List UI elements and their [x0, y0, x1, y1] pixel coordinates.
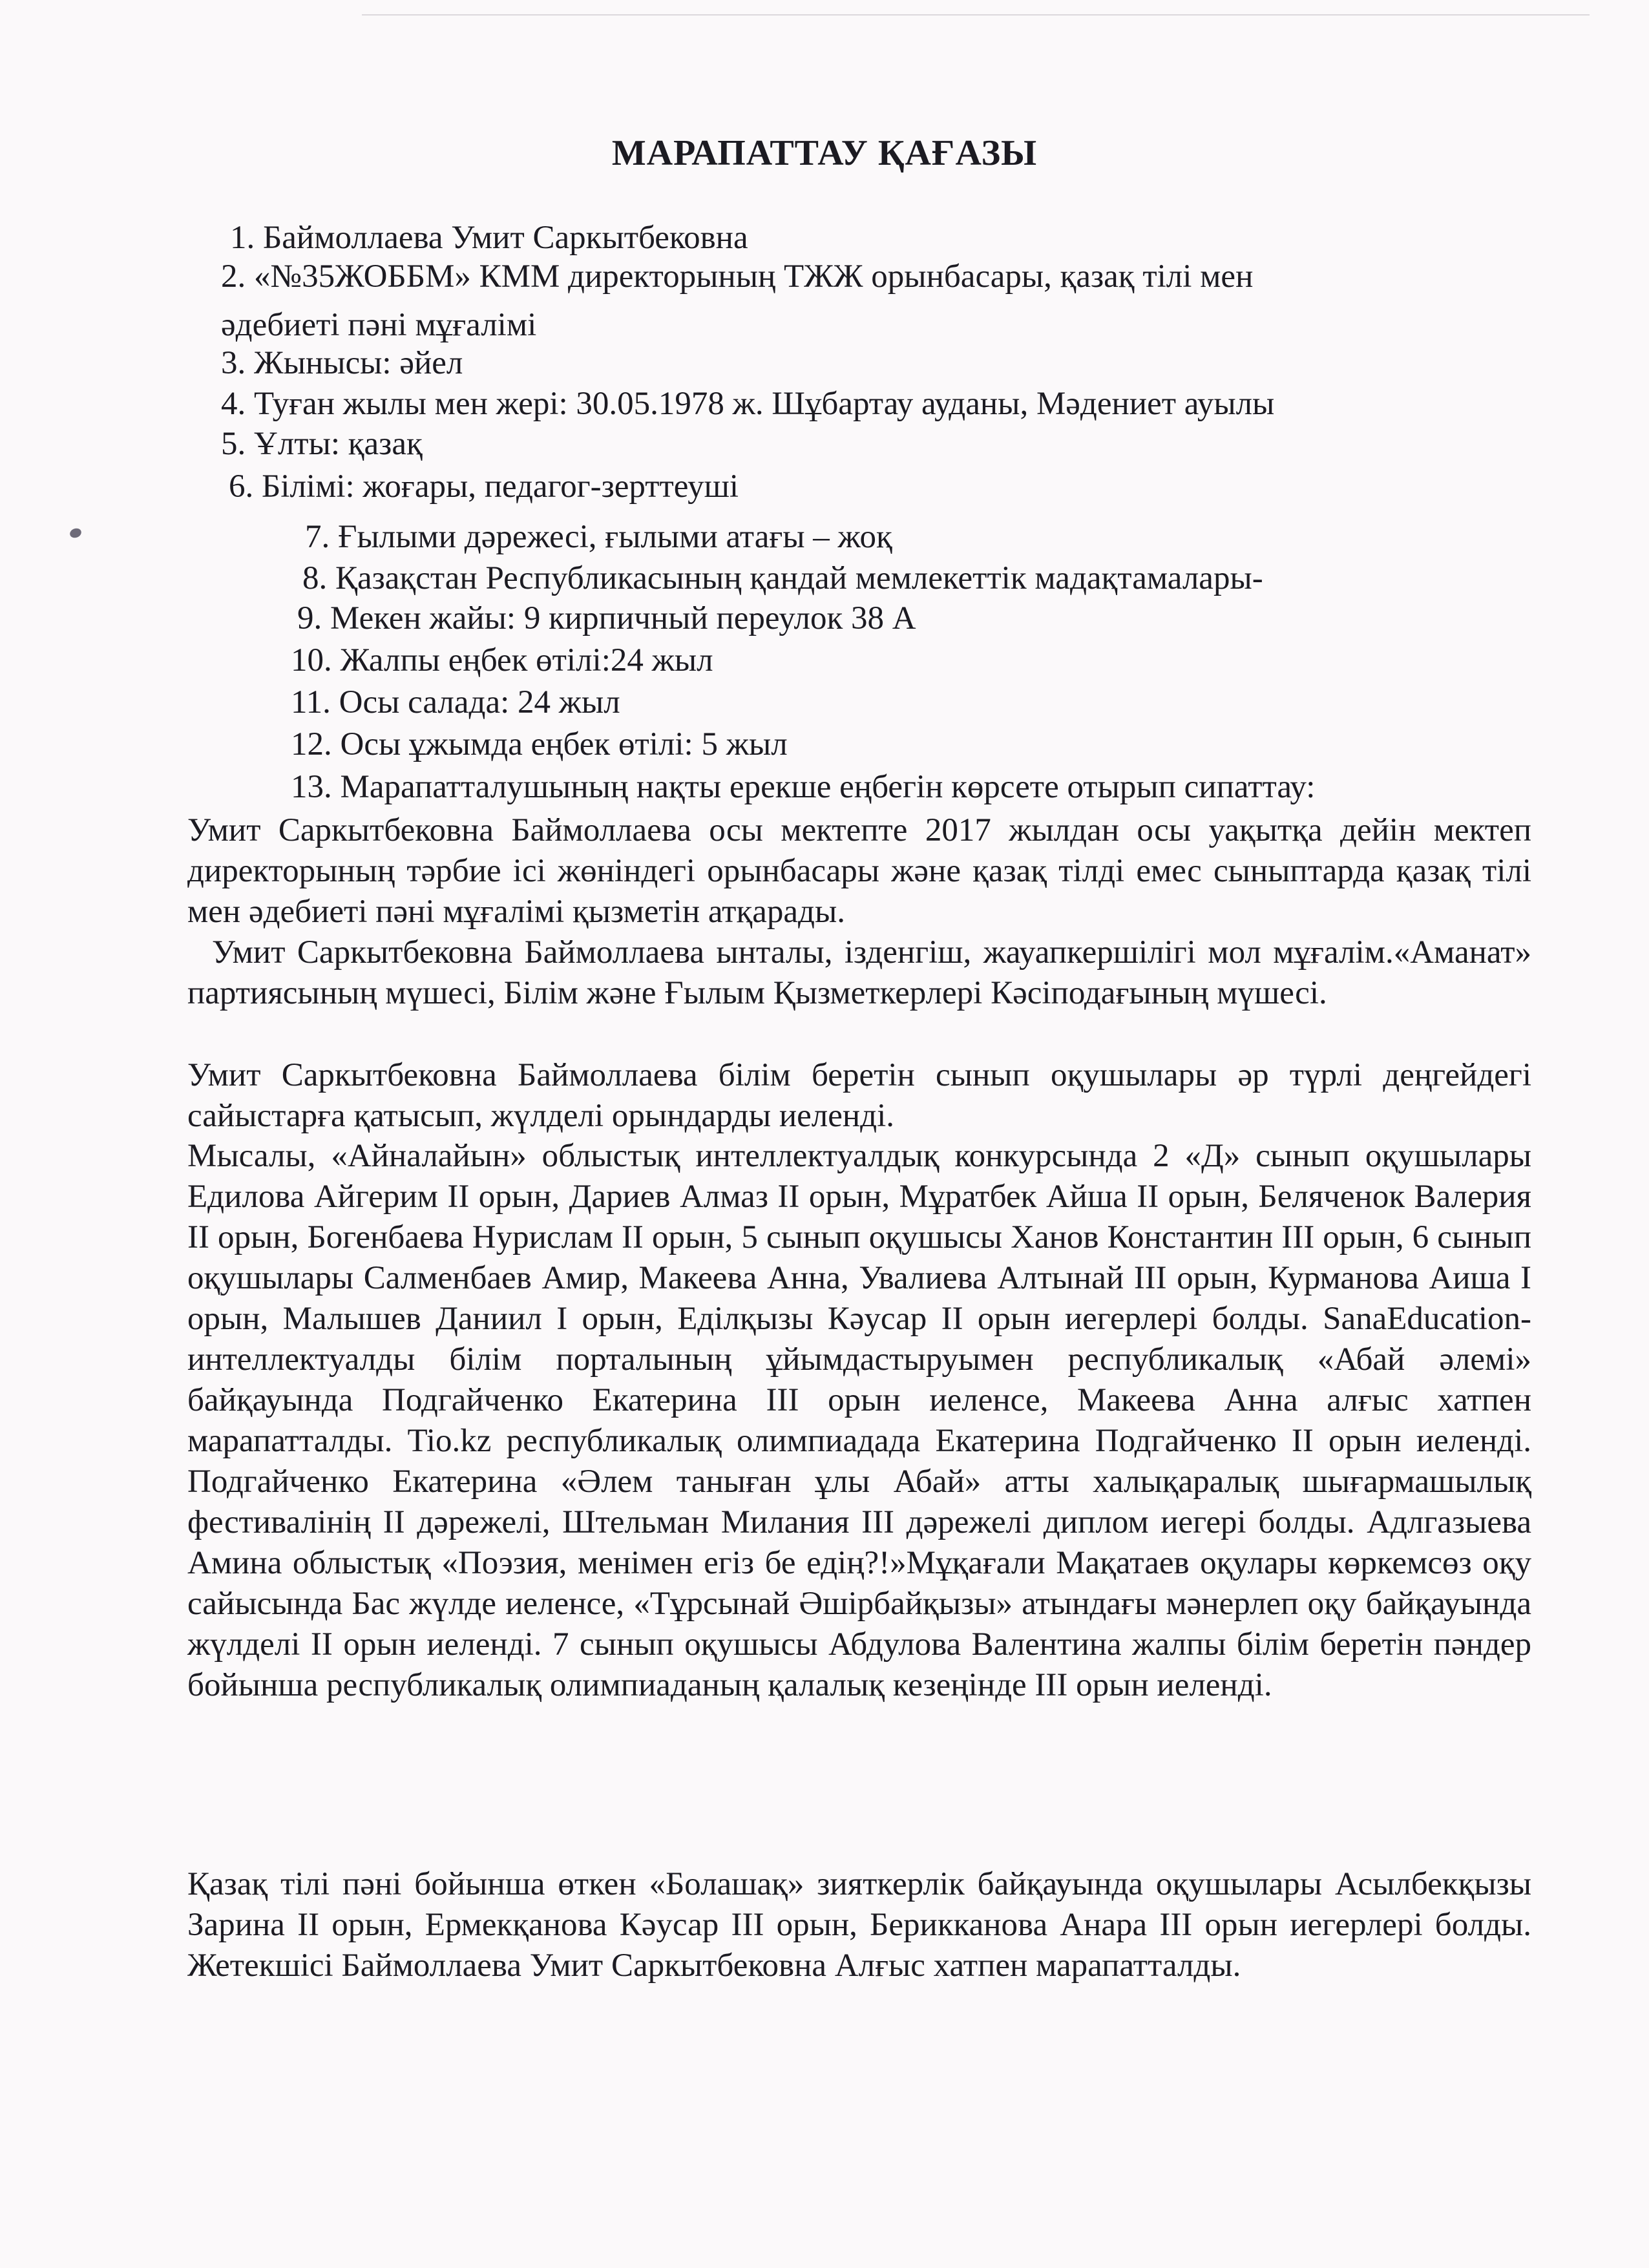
item-gender: 3. Жынысы: әйел	[221, 345, 463, 381]
item-total-experience: 10. Жалпы еңбек өтілі:24 жыл	[291, 642, 713, 678]
paragraph-bolashak: Қазақ тілі пәні бойынша өткен «Болашақ» зияткерлік байқауында оқушылары Асылбекқызы Зарина II орын, Ермекқанова Кәусар III орын, Берикканова Анара III орын иегерлері болды. Жетекшісі Баймоллаева Умит Саркытбековна Алғыс хатпен марапатталды.	[187, 1866, 1531, 1984]
item-field-experience: 11. Осы салада: 24 жыл	[291, 684, 620, 720]
item-birth: 4. Туған жылы мен жері: 30.05.1978 ж. Шұбартау ауданы, Мәдениет ауылы	[221, 386, 1275, 422]
document-title: МАРАПАТТАУ ҚАҒАЗЫ	[611, 133, 1038, 173]
scan-speck	[68, 527, 83, 539]
item-nationality: 5. Ұлты: қазақ	[221, 426, 423, 462]
item-description-header: 13. Марапатталушының нақты ерекше еңбегін көрсете отырып сипаттау:	[291, 769, 1316, 805]
item-address: 9. Мекен жайы: 9 кирпичный переулок 38 А	[297, 600, 916, 636]
item-awards: 8. Қазақстан Республикасының қандай мемлекеттік мадақтамалары-	[302, 560, 1263, 596]
paragraph-intro: Умит Саркытбековна Баймоллаева осы мектепте 2017 жылдан осы уақытқа дейін мектеп директорының тәрбие ісі жөніндегі орынбасары және қазақ тілді емес сыныптарда қазақ тілі мен әдебиеті пәні мұғалімі қызметін атқарады.	[187, 812, 1531, 930]
paragraph-examples: Мысалы, «Айналайын» облыстық интеллектуалдық конкурсында 2 «Д» сынып оқушылары Едилова Айгерим II орын, Дариев Алмаз II орын, Мұратбек Айша II орын, Беляченок Валерия II орын, Богенбаева Нурислам II орын, 5 сынып оқушысы Ханов Константин III орын, 6 сынып оқушылары Салменбаев Амир, Макеева Анна, Увалиева Алтынай III орын, Курманова Аиша I орын, Малышев Даниил I орын, Еділқызы Кәусар II орын иегерлері болды. SanaEducation-интеллектуалды білім порталының ұйымдастыруымен республикалық «Абай әлемі» байқауында Подгайченко Екатерина III орын иеленсе, Макеева Анна алғыс хатпен марапатталды. Tio.kz республикалық олимпиадада Екатерина Подгайченко II орын иеленді. Подгайченко Екатерина «Әлем таныған ұлы Абай» атты халықаралық шығармашылық фестивалінің II дәрежелі, Штельман Милания III дәрежелі диплом иегері болды. Адлгазыева Амина облыстық «Поэзия, менімен егіз бе едің?!»Мұқағали Мақатаев оқулары көркемсөз оқу сайысында Бас жүлде иеленсе, «Тұрсынай Әшірбайқызы» атындағы мәнерлеп оқу байқауында жүлделі II орын иеленді. 7 сынып оқушысы Абдулова Валентина жалпы білім беретін пәндер бойынша республикалық олимпиаданың қалалық кезеңінде III орын иеленді.	[187, 1138, 1531, 1703]
item-position-cont: әдебиеті пәні мұғалімі	[221, 307, 537, 343]
item-name: 1. Баймоллаева Умит Саркытбековна	[230, 220, 748, 256]
paragraph-qualities: Умит Саркытбековна Баймоллаева ынталы, ізденгіш, жауапкершілігі мол мұғалім.«Аманат» партиясының мүшесі, Білім және Ғылым Қызметкерлері Кәсіподағының мүшесі.	[187, 934, 1531, 1011]
paragraph-achievements: Умит Саркытбековна Баймоллаева білім беретін сынып оқушылары әр түрлі деңгейдегі сайыстарға қатысып, жүлделі орындарды иеленді.	[187, 1057, 1531, 1134]
item-position: 2. «№35ЖОББМ» КММ директорының ТЖЖ орынбасары, қазақ тілі мен	[221, 258, 1254, 295]
item-degree: 7. Ғылыми дәрежесі, ғылыми атағы – жоқ	[305, 519, 892, 555]
scan-edge	[362, 14, 1590, 16]
item-team-experience: 12. Осы ұжымда еңбек өтілі: 5 жыл	[291, 726, 788, 762]
item-education: 6. Білімі: жоғары, педагог-зерттеуші	[229, 468, 739, 505]
